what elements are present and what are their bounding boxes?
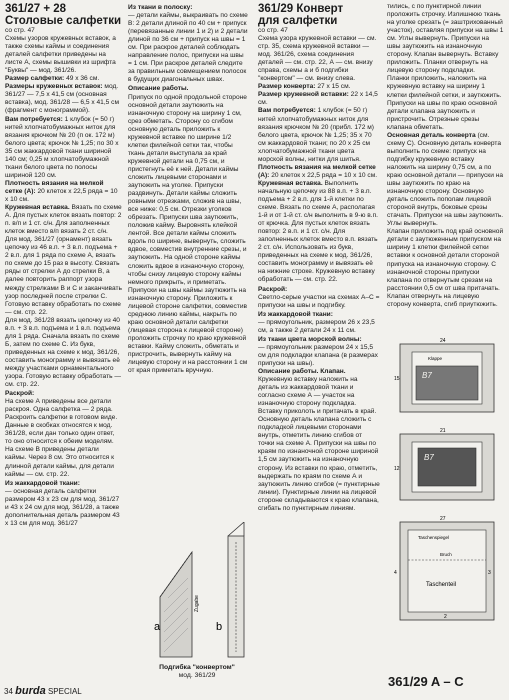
- svg-text:Bruch: Bruch: [440, 552, 452, 557]
- cut-text: На схеме А приведены все детали раскроя. Одна салфетка — 2 ряда. Раскроить салфетки в готовом виде. Данные в скобках относятся к мод. 361/28, если дан только один ответ, то оно относится к обеим моделям. На схеме В приведены детали каймы. Через 8 см. Это относится к длинной детали каймы, для детали каймы — см. стр. 22.: [5, 398, 118, 478]
- svg-text:4: 4: [394, 570, 397, 576]
- diagram-strip: [394, 428, 494, 500]
- brand-logo: burda: [15, 685, 46, 697]
- zugabe-label: Zugabe: [194, 595, 200, 612]
- svg-text:B7: B7: [424, 453, 434, 462]
- size-value: 49 х 36 см.: [66, 75, 100, 83]
- jacquard-text: — основная деталь салфетки размером 43 х 23 см для мод. 361/27 и 43 х 24 см для мод. 361/28, а также дополнительная деталь размером 43 х 13 см для мод. 361/27: [5, 487, 120, 527]
- svg-text:15: 15: [394, 376, 400, 382]
- column-3: 361/29 Конверт для салфетки со стр. 47 Схема узора кружевной вставки — см. стр. 35, схема кружевной вставки — мод. 361/26, схема соединения деталей — см. стр. 22, А — см. внизу справа, схемы а и б подгибки "конвертом" — см. внизу слева. Размер конверта: 27 х 15 см. Размер кружевной вставки: 22 х 14,5 см. Вам потребуется: 1 клубок (= 50 г) нитей хлопчатобумажных ниток для вязания крючком № 20 (прибл. 172 м) белого цвета, крючок № 1,25; 35 х 70 см жаккардовой ткани; по 20 х 25 см хлопчатобумажной ткани цвета морской волны, нитки для шитья. Плотность вязания на мелкой сетке (А): 20 клеток х 22,5 ряда = 10 х 10 см. Кружевная вставка. Выполнить начальную цепочку из 88 в.п. + 3 в.п. подъема + 2 в.п. для 1-й клетки по схеме. Вязать по схеме А, располагая 1-й и от 1-й ст. с/н выполнить в 9-ю в.п. от крючка. Для пустых клеток вязать повтор: 2 в.п. и 1 ст. с/н. Для заполненных клеток вместо в.п. вязать 2 ст. с/н. Использовать из букв, приведенных на схеме к мод. 361/26, составить монограмму и вывязать её на нижние строке. Кружевную вставку обработать — см. стр. 22. Раскрой: Светло-серые участки на схемах А–С = припуски на швы и подгибку. Из жаккардовой ткани: — прямоугольник, размером 26 х 23,5 см, а также 2 детали 24 х 11 см. Из ткани цвета морской волны: — прямоугольник размером 24 х 15,5 см для подкладки клапана (в размерах припуски на швы). Описание работы. Клапан. Кружевную вставку наложить на деталь из жаккардовой ткани и согласно схеме А — участок на изнаночную сторону подкладка. Вставку приколоть и притачать в край. Основную деталь клапана сложить с подкладкой лицевыми сторонами внутрь, отметить линию сгибов от точки на схеме А. Припуски на швы по краям по изнаночной стороне шириной 1,5 см заутюжить на изнаночную сторону. Из вставки по краю, отметить, выдержать по краям по схеме А и заутюжить линию сгибов (= пунктирные линии). Пунктирные линии на лицевой стороне складываются к краю клапана, сгибать по пунктирным линиям.: [258, 3, 380, 512]
- strip-text: — детали каймы, выкраивать по схеме В: 2 детали длиной по 40 см + припуск (перевязанные линии 1 и 2) и 2 детали длиной по 36 см + припуск на швы = 1 см. При раскрое деталей соблюдать направление полос, припуски на швы = 1 см. При раскрое деталей следите за правильным совмещением полосок в будущих диагональных швах.: [128, 12, 248, 84]
- model-27-text: Для мод. 361/27 (орнамент) вязать цепочку из 46 в.п. + 3 в.п. подъема + 2 в.п. для 1 ряда по схеме А, вязать по схеме до 15 раз в высоту. Связать ряды от стрелки А до стрелки В, а далее повторить раппорт узора между стрелками В и С и заканчивать узор последней после стрелки С. Готовую вставку обработать по схеме — см. стр. 22.: [5, 236, 122, 316]
- lace-insert-heading: Кружевная вставка.: [5, 204, 70, 212]
- diagram-a-label: a: [154, 621, 161, 633]
- article-title-2: Столовые салфетки: [5, 15, 122, 27]
- density-heading: Плотность вязания на мелкой сетке (А):: [5, 179, 104, 195]
- intro-text-29: Схема узора кружевной вставки — см. стр. 35, схема кружевной вставки — мод. 361/26, схема соединения деталей — см. стр. 22, А — см. внизу справа, схемы а и б подгибки "конвертом" — см. внизу слева.: [258, 35, 377, 83]
- svg-text:27: 27: [440, 516, 446, 522]
- svg-text:Taschenteil: Taschenteil: [426, 582, 457, 588]
- cut-heading: Раскрой:: [5, 390, 35, 398]
- svg-text:24: 24: [440, 338, 446, 344]
- svg-text:21: 21: [440, 428, 446, 434]
- need-value: 1 клубок (= 50 г) нитей хлопчатобумажных ниток для вязания крючком № 20 (п ок. 172 м) белого цвета; крючок № 1,25; по 30 х 35 см жаккардовой ткани шириной 140 см; 0,25 м хлопчатобумажной ткани белого цвета по полосы шириной 120 см.: [5, 115, 119, 179]
- svg-text:Klappe: Klappe: [428, 356, 443, 361]
- brand-special: SPECIAL: [47, 687, 82, 696]
- diagram-flap: [394, 338, 494, 412]
- page-number: 34: [4, 687, 13, 696]
- size-heading: Размер салфетки:: [5, 75, 65, 83]
- column-4: тились, с по пунктирной линии проложить строчку. Излишнюю ткань на уголке срезать (= заштрихованный участок), оставляя припуски на швы 1 см. Углы вывернуть. Припуски на швы заутюжить на изнаночную сторону. Клапан вывернуть. Вставку приложить. Планки отвернуть на лицевую сторону подкладки. Планки приложить, наложить на кружевную вставку на ширину 1 клетки филейной сетки, и заутюжить. Припуски на швы по краю основной детали клапана заутюжить и пристрочить. Отрезные срезы клапана обметать. Основная деталь конверта (см. схему С). Основную деталь конверта выполнить по схеме: припуск на подгибку кружевную вставку наложить на ширину 0,75 см, а по краю основной детали — припуски на швы заутюжить по краю на изнаночную сторону. Основную деталь сложить пополам лицевой стороной внутрь, боковые срезы стачать. Припуски на швы заутюжить. Углы вывернуть. Клапан приложить под край основной детали с заутюженным припуском на ширину 1 клетки филейной сетки вставки к основной детали стороной припуска на изнаночную сторону. С изнаночной стороны припуски клапана по отвернутым срезам на расстоянии 0,5 см от шва притачать. Клапан отвернуть на лицевую сторону конверта, сгиб приутюжить.: [387, 3, 504, 308]
- lace-value: мод. 361/27 — 7,5 х 41,5 см (основная вставка), мод. 361/28 — 6,5 х 41,5 см (фрагмент с монограммой).: [5, 83, 120, 115]
- strip-heading: Из ткани в полоску:: [128, 4, 193, 11]
- svg-text:Taschenspiegel: Taschenspiegel: [418, 535, 450, 540]
- figure-label: 361/29 A – C: [388, 674, 464, 689]
- page-footer: [4, 685, 82, 697]
- article-title-29-2: для салфетки: [258, 15, 338, 27]
- column-1: [5, 3, 122, 528]
- svg-text:3: 3: [488, 570, 491, 576]
- svg-text:12: 12: [394, 466, 400, 472]
- article-title: 361/27 + 28: [5, 3, 67, 15]
- envelope-fold-diagram: [132, 522, 256, 662]
- lace-heading: Размеры кружевных вставок:: [5, 83, 103, 91]
- svg-text:2: 2: [444, 614, 447, 620]
- pattern-diagrams: [388, 334, 506, 672]
- svg-text:B7: B7: [422, 371, 432, 380]
- work-text: Припуск по одной продольной стороне основной детали заутюжить на изнаночную сторону на ширину 1 см, срез обметать. Сторону со сгибом основную деталь приложить к кружевной вставке по ширине 1/2 клетки филейной сетки так, чтобы ткань детали выступала за край кружевной детали на 0,75 см, и пристегнуть её к ней. Детали каймы сложить лицевыми сторонами и заутюжить на уголке. Припуски раздвинуть. Детали каймы сложить ровными отрезками, сложив на швы, все ниже: 0,5 см. Отрезки уголков обрезать. Припуски шва заутюжить, положив кайму. Выровнять клейкой лентой. Все детали каймы сложить вдоль по ширине, вывернуть, сложить вдвое, совместив внутренние срезы, и заутюжить. На одной стороне каймы сложить вдвое в изнаночную сторону, чтобы снизу лицевую сторону каймы немного прикрыть, и приметать. Припуски на швы каймы заутюжить на изнаночную сторону. Приложить к лицевой стороне салфетки, совместив среднюю линию каймы, накрыть по краю основной детали салфетки (лицевая сторона к лицевой стороне) проложить строчку по краю кружевной вставки. Кайму сложить, обметать и пристрочить, вывернуть кайму на лицевую сторону и на расстоянии 1 см от края приметать вручную.: [128, 93, 248, 375]
- work-heading: Описание работы.: [128, 85, 189, 93]
- need-heading: Вам потребуется:: [5, 115, 63, 123]
- intro-text: Схемы узоров кружевных вставок, а также схемы каймы и соединения деталей салфетки приведены на листе А, схемы вышивки из шрифта "Буквы" — мод. 361/26.: [5, 35, 116, 75]
- model-28-text: Для мод. 361/28 вязать цепочку из 40 в.п. + 3 в.п. подъема и 1 в.п. подъема для 1 ряда. Сначала вязать по схеме Б, затем по схеме С. Из букв, приведенных на схеме к мод. 361/26, составить монограмму и вывязать её между участками орнаментального узора. Готовую вставку обработать — см. стр. 22.: [5, 316, 121, 389]
- lace-insert-value: Вязать по схеме А. Для пустых клеток вязать повтор: 2 п. в/п и 1 ст. с/н. Для заполненных клеток вместо в/п вязать 2 ст. с/н.: [5, 204, 122, 236]
- jacquard-heading: Из жаккардовой ткани:: [5, 479, 80, 487]
- article-title-29: 361/29 Конверт: [258, 3, 344, 15]
- diagram-base: [394, 516, 494, 620]
- column-2: [128, 3, 248, 375]
- page-ref-29: со стр. 47: [258, 27, 288, 34]
- diagram-caption: Подгибка "конвертом" мод. 361/29: [159, 664, 235, 679]
- diagram-b-label: b: [216, 621, 223, 633]
- density-value: 20 клеток х 22,5 ряда = 10 х 10 см.: [5, 187, 118, 203]
- page-ref: со стр. 47: [5, 27, 35, 34]
